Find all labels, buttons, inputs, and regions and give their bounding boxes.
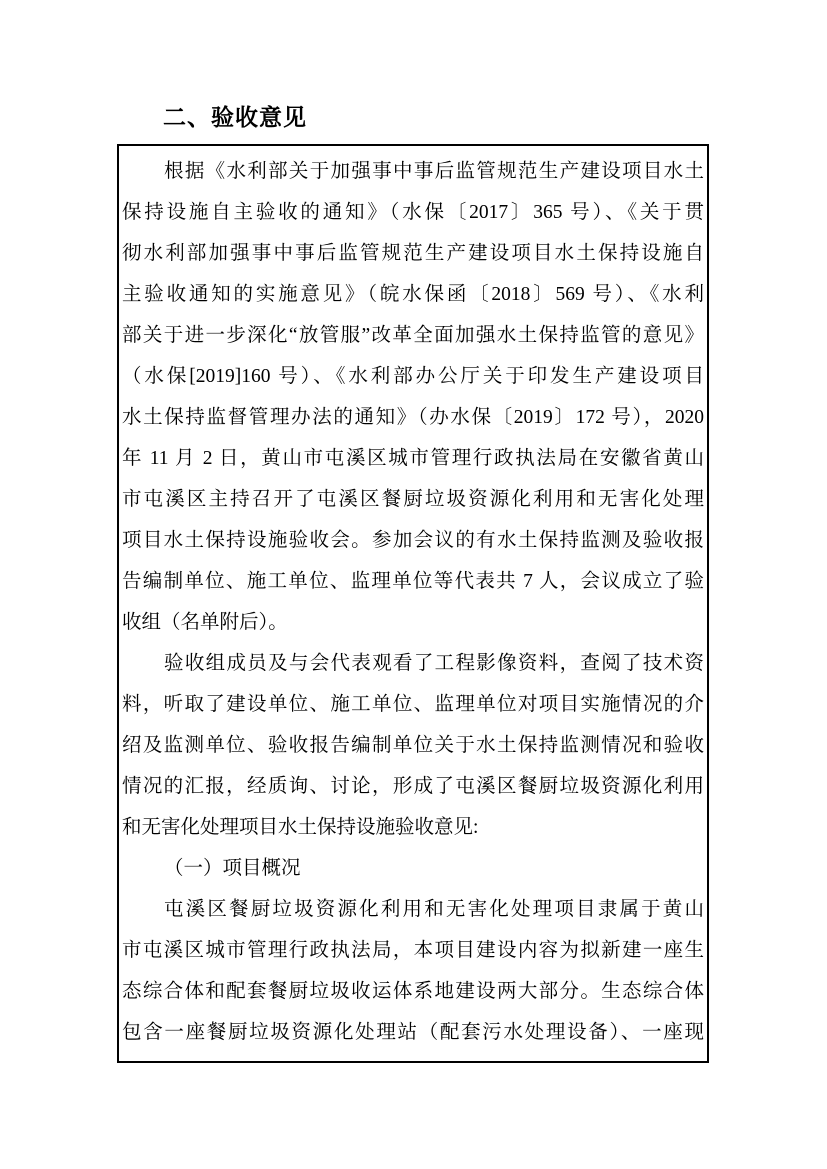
text-line: 根据《水利部关于加强事中事后监管规范生产建设项目水土	[164, 161, 704, 182]
text-line: 绍及监测单位、验收报告编制单位关于水土保持监测情况和验收	[122, 735, 704, 756]
content-box	[117, 144, 709, 1063]
text-line: 彻水利部加强事中事后监管规范生产建设项目水土保持设施自	[122, 243, 704, 264]
text-line: 市屯溪区主持召开了屯溪区餐厨垃圾资源化利用和无害化处理	[122, 489, 704, 510]
text-line: 保持设施自主验收的通知》（水保〔2017〕365 号）、《关于贯	[122, 202, 704, 223]
text-line: 屯溪区餐厨垃圾资源化利用和无害化处理项目隶属于黄山	[164, 899, 704, 920]
text-line: （水保[2019]160 号）、《水利部办公厅关于印发生产建设项目	[122, 366, 704, 387]
text-line: 部关于进一步深化“放管服”改革全面加强水土保持监管的意见》	[122, 325, 704, 346]
text-line: （一）项目概况	[164, 858, 301, 879]
text-line: 年 11 月 2 日，黄山市屯溪区城市管理行政执法局在安徽省黄山	[122, 448, 704, 469]
text-line: 收组（名单附后）。	[122, 612, 288, 633]
text-line: 和无害化处理项目水土保持设施验收意见:	[122, 817, 479, 838]
text-line: 包含一座餐厨垃圾资源化处理站（配套污水处理设备）、一座现	[122, 1022, 704, 1043]
text-line: 项目水土保持设施验收会。参加会议的有水土保持监测及验收报	[122, 530, 704, 551]
text-line: 情况的汇报，经质询、讨论，形成了屯溪区餐厨垃圾资源化利用	[122, 776, 704, 797]
section-heading: 二、验收意见	[163, 104, 307, 130]
paragraph-subsection-title	[122, 848, 704, 889]
text-line: 主验收通知的实施意见》（皖水保函〔2018〕569 号）、《水利	[122, 284, 704, 305]
text-line: 验收组成员及与会代表观看了工程影像资料，查阅了技术资	[164, 653, 704, 674]
paragraph-project-overview	[122, 889, 704, 1053]
paragraph-meeting-review	[122, 643, 704, 848]
text-line: 料，听取了建设单位、施工单位、监理单位对项目实施情况的介	[122, 694, 704, 715]
text-line: 水土保持监督管理办法的通知》（办水保〔2019〕172 号），2020	[122, 407, 704, 428]
text-line: 告编制单位、施工单位、监理单位等代表共 7 人，会议成立了验	[122, 571, 704, 592]
text-line: 市屯溪区城市管理行政执法局，本项目建设内容为拟新建一座生	[122, 940, 704, 961]
text-line: 态综合体和配套餐厨垃圾收运体系地建设两大部分。生态综合体	[122, 981, 704, 1002]
paragraph-legal-basis	[122, 151, 704, 643]
